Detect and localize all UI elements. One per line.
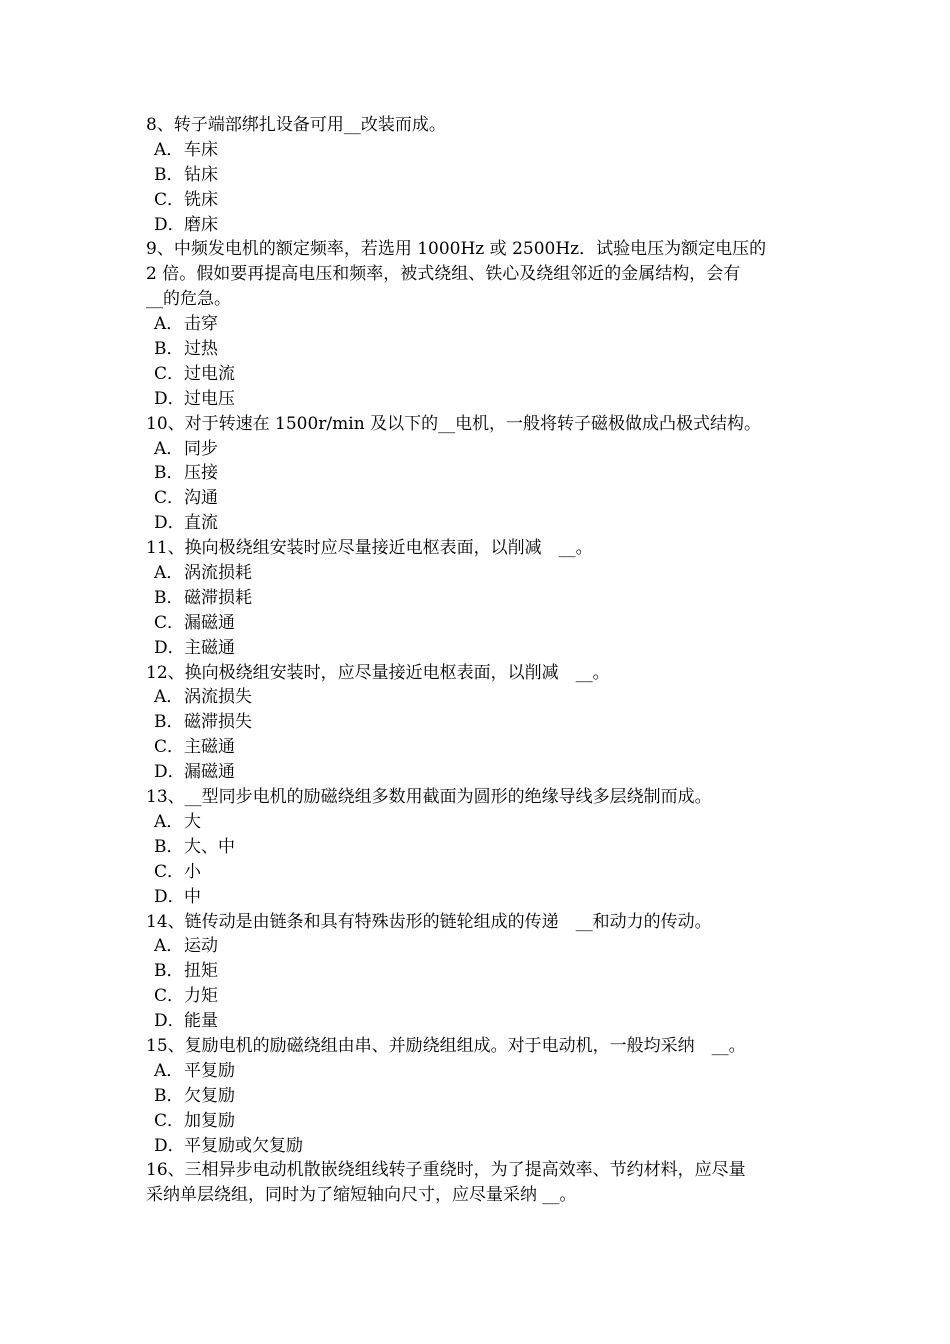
option-text: 磁滞损失 bbox=[184, 712, 252, 733]
option-text: 平复励或欠复励 bbox=[184, 1135, 303, 1156]
option-text: 钻床 bbox=[184, 164, 218, 185]
option-letter: B． bbox=[154, 1085, 184, 1106]
option-text: 车床 bbox=[184, 139, 218, 160]
option-letter: B． bbox=[154, 164, 184, 185]
answer-option bbox=[146, 959, 811, 984]
answer-option bbox=[146, 387, 811, 412]
answer-option bbox=[146, 685, 811, 710]
option-text: 过电流 bbox=[184, 363, 235, 384]
option-text: 过电压 bbox=[184, 388, 235, 409]
answer-option bbox=[146, 636, 811, 661]
answer-option bbox=[146, 735, 811, 760]
answer-option bbox=[146, 710, 811, 735]
answer-option bbox=[146, 1059, 811, 1084]
answer-option bbox=[146, 1084, 811, 1109]
question-stem-line: 14、链传动是由链条和具有特殊齿形的链轮组成的传递 __和动力的传动。 bbox=[146, 911, 712, 932]
option-letter: A． bbox=[154, 438, 184, 459]
option-letter: D． bbox=[154, 1135, 185, 1156]
answer-option bbox=[146, 138, 811, 163]
question-item bbox=[146, 536, 811, 660]
option-text: 磨床 bbox=[184, 214, 218, 235]
option-text: 过热 bbox=[184, 339, 218, 360]
answer-option bbox=[146, 760, 811, 785]
option-text: 涡流损耗 bbox=[184, 563, 252, 584]
option-letter: B． bbox=[154, 463, 184, 484]
answer-option bbox=[146, 486, 811, 511]
option-letter: B． bbox=[154, 961, 184, 982]
option-letter: A． bbox=[154, 936, 184, 957]
option-text: 同步 bbox=[184, 438, 218, 459]
option-letter: D． bbox=[154, 637, 185, 658]
option-text: 能量 bbox=[184, 1011, 218, 1032]
option-text: 击穿 bbox=[184, 314, 218, 335]
answer-option bbox=[146, 337, 811, 362]
option-letter: C． bbox=[154, 363, 185, 384]
question-stem-line: 16、三相异步电动机散嵌绕组线转子重绕时，为了提高效率、节约材料，应尽量 bbox=[146, 1160, 746, 1181]
answer-option bbox=[146, 163, 811, 188]
option-letter: C． bbox=[154, 861, 185, 882]
answer-option bbox=[146, 810, 811, 835]
option-letter: C． bbox=[154, 1110, 185, 1131]
question-stem-line: 11、换向极绕组安装时应尽量接近电枢表面，以削减 __。 bbox=[146, 538, 593, 559]
option-text: 直流 bbox=[184, 513, 218, 534]
option-letter: C． bbox=[154, 189, 185, 210]
option-letter: B． bbox=[154, 587, 184, 608]
option-text: 运动 bbox=[184, 936, 218, 957]
option-text: 大、中 bbox=[184, 836, 235, 857]
answer-option bbox=[146, 312, 811, 337]
option-letter: D． bbox=[154, 214, 185, 235]
answer-option bbox=[146, 934, 811, 959]
option-letter: C． bbox=[154, 737, 185, 758]
option-text: 扭矩 bbox=[184, 961, 218, 982]
answer-option bbox=[146, 860, 811, 885]
question-item bbox=[146, 412, 811, 536]
answer-option bbox=[146, 461, 811, 486]
question-stem-line: 12、换向极绕组安装时，应尽量接近电枢表面，以削减 __。 bbox=[146, 662, 610, 683]
answer-option bbox=[146, 188, 811, 213]
option-text: 涡流损失 bbox=[184, 687, 252, 708]
question-item bbox=[146, 661, 811, 785]
answer-option bbox=[146, 984, 811, 1009]
option-letter: B． bbox=[154, 339, 184, 360]
question-stem-line: 10、对于转速在 1500r/min 及以下的__电机，一般将转子磁极做成凸极式结构。 bbox=[146, 413, 762, 434]
question-stem-line: 2 倍。假如要再提高电压和频率，被式绕组、铁心及绕组邻近的金属结构，会有 bbox=[146, 264, 741, 285]
answer-option bbox=[146, 437, 811, 462]
option-text: 漏磁通 bbox=[184, 612, 235, 633]
answer-option bbox=[146, 586, 811, 611]
option-text: 小 bbox=[184, 861, 201, 882]
option-letter: A． bbox=[154, 1060, 184, 1081]
option-text: 力矩 bbox=[184, 986, 218, 1007]
option-letter: D． bbox=[154, 513, 185, 534]
question-stem-line: 13、__型同步电机的励磁绕组多数用截面为圆形的绝缘导线多层绕制而成。 bbox=[146, 787, 712, 808]
option-text: 中 bbox=[184, 886, 201, 907]
option-text: 铣床 bbox=[184, 189, 218, 210]
answer-option bbox=[146, 885, 811, 910]
option-letter: D． bbox=[154, 388, 185, 409]
option-letter: D． bbox=[154, 1011, 185, 1032]
question-item bbox=[146, 113, 811, 237]
question-item bbox=[146, 1158, 811, 1208]
option-letter: B． bbox=[154, 836, 184, 857]
answer-option bbox=[146, 561, 811, 586]
question-item bbox=[146, 237, 811, 411]
option-text: 沟通 bbox=[184, 488, 218, 509]
option-letter: C． bbox=[154, 612, 185, 633]
option-text: 磁滞损耗 bbox=[184, 587, 252, 608]
option-letter: D． bbox=[154, 886, 185, 907]
option-text: 大 bbox=[184, 811, 201, 832]
option-text: 平复励 bbox=[184, 1060, 235, 1081]
answer-option bbox=[146, 362, 811, 387]
question-stem-line: 8、转子端部绑扎设备可用__改装而成。 bbox=[146, 115, 446, 135]
option-letter: C． bbox=[154, 488, 185, 509]
option-letter: C． bbox=[154, 986, 185, 1007]
answer-option bbox=[146, 213, 811, 238]
option-letter: D． bbox=[154, 762, 185, 783]
option-text: 欠复励 bbox=[184, 1085, 235, 1106]
document-page bbox=[146, 113, 811, 1208]
answer-option bbox=[146, 1009, 811, 1034]
option-letter: A． bbox=[154, 687, 184, 708]
option-text: 压接 bbox=[184, 463, 218, 484]
answer-option bbox=[146, 1109, 811, 1134]
question-stem-line: 采纳单层绕组，同时为了缩短轴向尺寸，应尽量采纳 __。 bbox=[146, 1185, 577, 1206]
option-letter: A． bbox=[154, 314, 184, 335]
option-text: 主磁通 bbox=[184, 637, 235, 658]
question-item bbox=[146, 1034, 811, 1158]
option-text: 主磁通 bbox=[184, 737, 235, 758]
question-stem-line: 9、中频发电机的额定频率，若选用 1000Hz 或 2500Hz．试验电压为额定电压的 bbox=[146, 239, 767, 260]
question-stem-line: __的危急。 bbox=[146, 289, 231, 310]
question-stem-line: 15、复励电机的励磁绕组由串、并励绕组组成。对于电动机，一般均采纳 __。 bbox=[146, 1035, 746, 1056]
option-text: 加复励 bbox=[184, 1110, 235, 1131]
answer-option bbox=[146, 1134, 811, 1159]
option-letter: B． bbox=[154, 712, 184, 733]
question-item bbox=[146, 785, 811, 909]
option-letter: A． bbox=[154, 563, 184, 584]
option-text: 漏磁通 bbox=[184, 762, 235, 783]
answer-option bbox=[146, 611, 811, 636]
question-item bbox=[146, 910, 811, 1034]
answer-option bbox=[146, 511, 811, 536]
answer-option bbox=[146, 835, 811, 860]
option-letter: A． bbox=[154, 139, 184, 160]
option-letter: A． bbox=[154, 811, 184, 832]
